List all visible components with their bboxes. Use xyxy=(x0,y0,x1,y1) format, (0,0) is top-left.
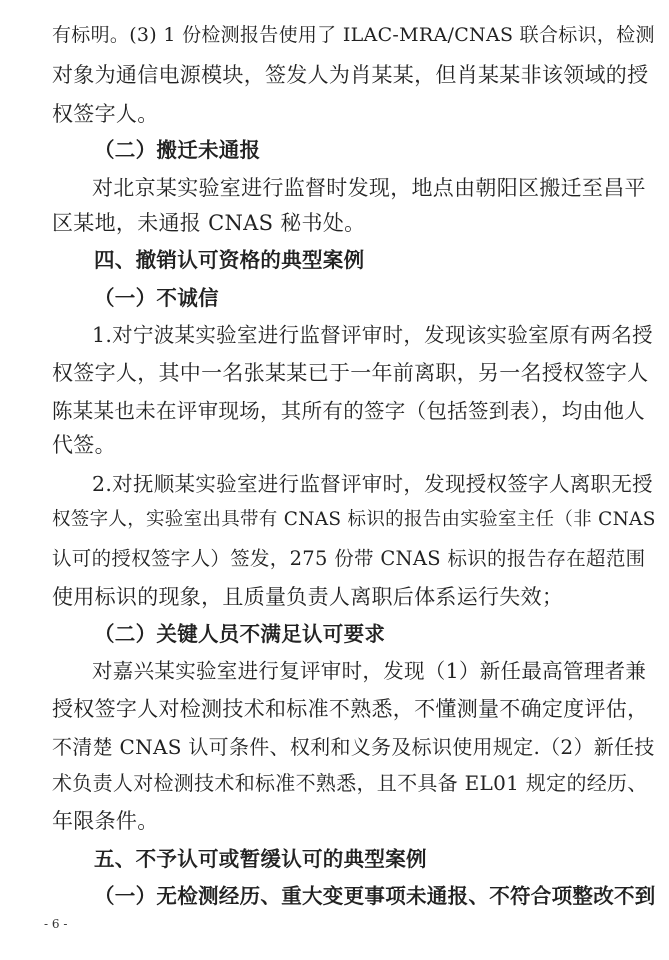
body-text-line: 代签。 xyxy=(52,433,116,457)
body-text-line: 认可的授权签字人）签发，275 份带 CNAS 标识的报告存在超范围 xyxy=(52,547,646,570)
body-text-line: 术负责人对检测技术和标准不熟悉，且不具备 EL01 规定的经历、 xyxy=(52,771,648,795)
body-text-line: 对北京某实验室进行监督时发现，地点由朝阳区搬迁至昌平 xyxy=(92,176,646,200)
subsection-heading: （二）搬迁未通报 xyxy=(94,138,261,162)
body-text-line: 有标明。(3) 1 份检测报告使用了 ILAC-MRA/CNAS 联合标识，检测 xyxy=(52,24,655,46)
body-text-line: 区某地，未通报 CNAS 秘书处。 xyxy=(52,211,366,235)
body-text-line: 对象为通信电源模块，签发人为肖某某，但肖某某非该领域的授 xyxy=(52,63,649,87)
body-text-line: 权签字人。 xyxy=(52,102,159,126)
section-heading: 五、不予认可或暂缓认可的典型案例 xyxy=(94,847,427,871)
section-heading: 四、撤销认可资格的典型案例 xyxy=(94,248,365,272)
body-text-line: 权签字人，其中一名张某某已于一年前离职，另一名授权签字人 xyxy=(52,361,649,385)
subsection-heading: （二）关键人员不满足认可要求 xyxy=(94,622,386,646)
body-text-line: 授权签字人对检测技术和标准不熟悉，不懂测量不确定度评估， xyxy=(52,697,649,721)
body-text-line: 不清楚 CNAS 认可条件、权利和义务及标识使用规定.（2）新任技 xyxy=(52,735,655,759)
body-text-line: 对嘉兴某实验室进行复评审时，发现（1）新任最高管理者兼 xyxy=(92,659,647,683)
body-text-line: 2.对抚顺某实验室进行监督评审时，发现授权签字人离职无授 xyxy=(92,472,653,496)
body-text-line: 权签字人，实验室出具带有 CNAS 标识的报告由实验室主任（非 CNAS xyxy=(52,509,656,530)
page-number: - 6 - xyxy=(44,917,68,931)
body-text-line: 陈某某也未在评审现场，其所有的签字（包括签到表），均由他人 xyxy=(52,399,645,423)
body-text-line: 年限条件。 xyxy=(52,809,159,833)
subsection-heading: （一）无检测经历、重大变更事项未通报、不符合项整改不到 xyxy=(94,884,656,908)
body-text-line: 1.对宁波某实验室进行监督评审时，发现该实验室原有两名授 xyxy=(92,323,653,347)
subsection-heading: （一）不诚信 xyxy=(94,286,219,310)
body-text-line: 使用标识的现象，且质量负责人离职后体系运行失效； xyxy=(52,585,564,609)
